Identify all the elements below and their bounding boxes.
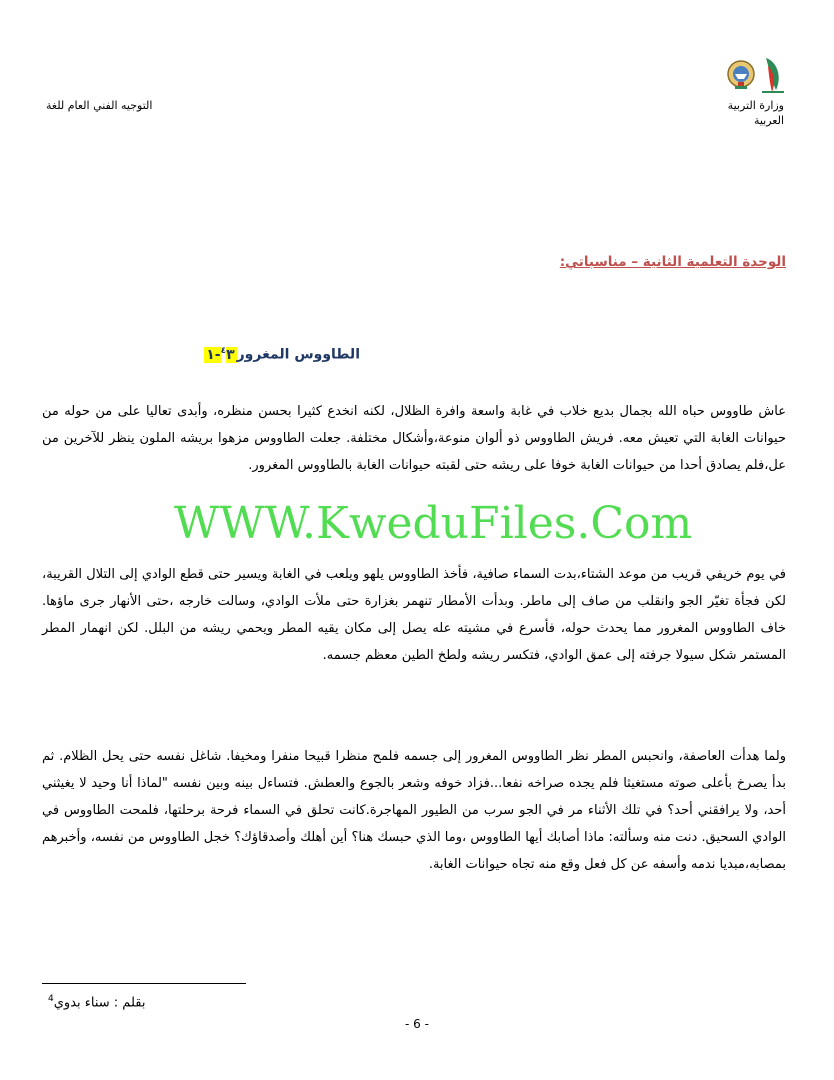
lesson-number: ٣-١ bbox=[206, 346, 235, 363]
footnote-divider bbox=[42, 983, 246, 984]
ministry-header bbox=[644, 98, 784, 128]
unit-title: الوحدة التعلمية الثانية – مناسباتي: bbox=[559, 254, 786, 270]
story-title bbox=[204, 346, 360, 363]
story-title-text: الطاووس المغرور bbox=[236, 346, 360, 363]
ministry-name-line2: العربية bbox=[753, 114, 784, 127]
story-paragraph-1: عاش طاووس حباه الله بجمال بديع خلاب في غابة واسعة وافرة الظلال، لكنه انخدع كثيرا بحسن منظره، وأبدى تعاليا على من حوله من حيوانات الغابة التي تعيش معه. فريش الطاووس ذو ألوان منوعة،وأشكال مختلفة. جعلت الطاووس مزهوا بريشه الملون ينظر للآخرين من عل،فلم يصادق أحدا من حيوانات الغابة خوفا على ريشه حتى لقبته حيوانات الغابة بالطاووس المغرور. bbox=[42, 404, 786, 473]
story-footnote-ref: ٤ bbox=[220, 346, 227, 356]
ministry-logos bbox=[726, 52, 786, 98]
watermark: WWW.KweduFiles.Com bbox=[174, 498, 693, 549]
ministry-name-line1: وزارة التربية bbox=[727, 99, 784, 112]
ministry-emblem-icon bbox=[726, 52, 786, 98]
directorate-header: التوجيه الفني العام للغة bbox=[46, 99, 153, 112]
footnote bbox=[48, 994, 145, 1010]
story-paragraph-3: ولما هدأت العاصفة، وانحبس المطر نظر الطاووس المغرور إلى جسمه فلمح منظرا قبيحا منفرا ومخيفا. شاغل نفسه حتى يحل الظلام. ثم بدأ يصرخ بأعلى صوته مستغيثا فلم يجده صراخه نفعا...فزاد خوفه وشعر بالجوع والعطش. فتساءل بينه وبين نفسه "لماذا أنا وحيد لا يغيثني أحد، ولا يرافقني أحد؟ في تلك الأثناء مر في الجو سرب من الطيور المهاجرة.كانت تحلق في السماء فرحة برحلتها، فلمحت الطاووس في الوادي السحيق. دنت منه وسألته: ماذا أصابك أيها الطاووس ،وما الذي حبسك هنا؟ أين أهلك وأصدقاؤك؟ خجل الطاووس من نفسه، وأخبرهم بمصابه،مبديا ندمه وأسفه عن كل فعل وقع منه تجاه حيوانات الغابة. bbox=[42, 749, 786, 872]
footnote-number: 4 bbox=[48, 994, 54, 1004]
page-number: - 6 - bbox=[405, 1017, 429, 1031]
story-paragraph-2: في يوم خريفي قريب من موعد الشتاء،بدت السماء صافية، فأخذ الطاووس يلهو ويلعب في الغابة ويسير حتى قطع الوادي إلى التلال القريبة، لكن فجأة تغيّر الجو وانقلب من صاف إلى ماطر. وبدأت الأمطار تنهمر بغزارة حتى ملأت الوادي، وسالت خارجه ،حتى الأنهار جرى ماؤها. خاف الطاووس المغرور مما يحدث حوله، فأسرع في مشيته عله يصل إلى مكان يقيه المطر ويحمي ريشه من البلل. لكن انهمار المطر المستمر شكل سيولا جرفته إلى عمق الوادي، فتكسر ريشه ولطخ الطين معظم جسمه. bbox=[42, 567, 786, 663]
footnote-text: بقلم : سناء بدوي bbox=[53, 995, 146, 1011]
